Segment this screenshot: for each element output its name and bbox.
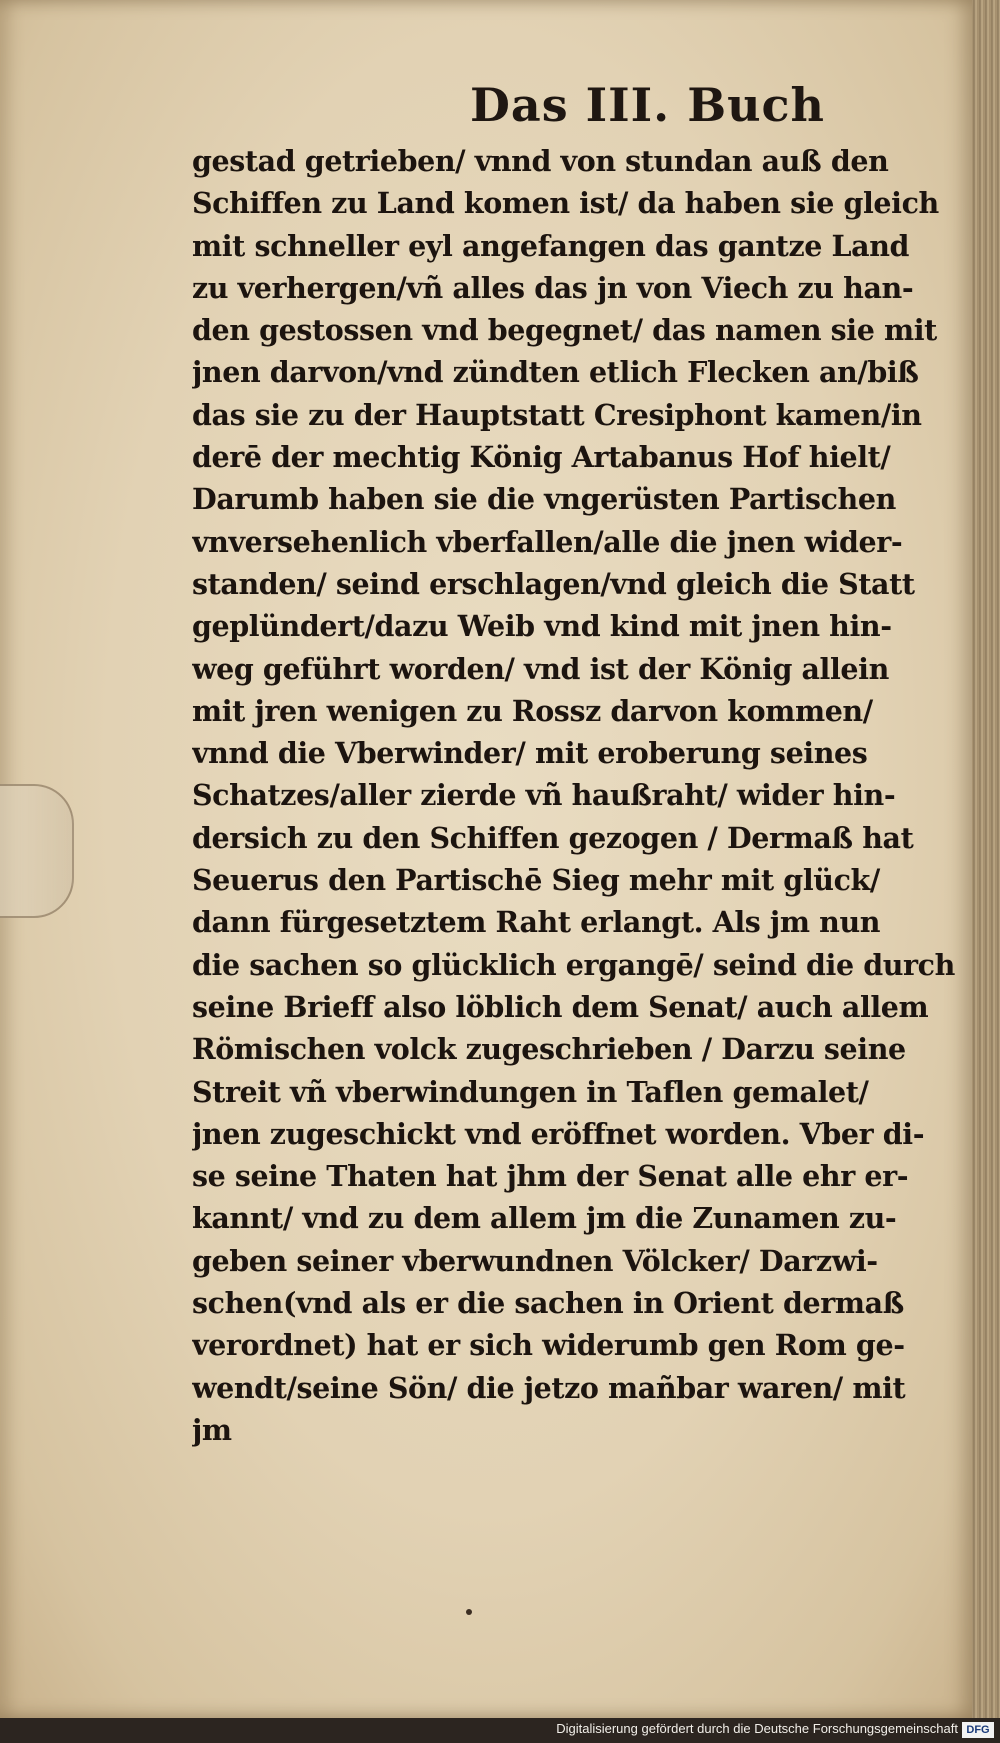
text-line: verordnet) hat er sich widerumb gen Rom ge- (192, 1328, 905, 1363)
text-line: jm (192, 1412, 232, 1447)
footer-credit: Digitalisierung gefördert durch die Deutsche Forschungsgemeinschaft (556, 1721, 958, 1736)
text-line: jnen darvon/vnd zündten etlich Flecken an/biß (192, 355, 919, 390)
text-line: den gestossen vnd begegnet/ das namen sie mit (192, 313, 937, 348)
text-line: mit schneller eyl angefangen das gantze Land (192, 228, 910, 263)
text-line: geben seiner vberwundnen Völcker/ Darzwi- (192, 1243, 878, 1278)
dfg-logo: DFG (962, 1722, 994, 1738)
page-clasp-mark (0, 784, 74, 918)
page-header: Das III. Buch (470, 78, 825, 132)
text-line: jnen zugeschickt vnd eröffnet worden. Vber di- (192, 1116, 925, 1151)
text-line: dersich zu den Schiffen gezogen / Dermaß hat (192, 820, 914, 855)
text-line: wendt/seine Sön/ die jetzo mañbar waren/ mit (192, 1370, 906, 1405)
text-line: das sie zu der Hauptstatt Cresiphont kamen/in (192, 397, 922, 432)
text-line: kannt/ vnd zu dem allem jm die Zunamen zu- (192, 1201, 897, 1236)
text-line: Schiffen zu Land komen ist/ da haben sie gleich (192, 186, 939, 221)
text-line: zu verhergen/vñ alles das jn von Viech zu han- (192, 270, 914, 305)
text-line: Seuerus den Partischē Sieg mehr mit glück/ (192, 863, 880, 898)
text-line: dann fürgesetztem Raht erlangt. Als jm nun (192, 905, 881, 940)
page-edge-stack (972, 0, 1000, 1718)
text-line: standen/ seind erschlagen/vnd gleich die Statt (192, 566, 915, 601)
text-line: Streit vñ vberwindungen in Taflen gemalet/ (192, 1074, 869, 1109)
text-line: derē der mechtig König Artabanus Hof hielt/ (192, 440, 891, 475)
text-line: vnnd die Vberwinder/ mit eroberung seines (192, 736, 868, 771)
text-line: Darumb haben sie die vngerüsten Partischen (192, 482, 896, 517)
text-line: geplündert/dazu Weib vnd kind mit jnen hin- (192, 609, 892, 644)
text-line: mit jren wenigen zu Rossz darvon kommen/ (192, 693, 873, 728)
text-line: seine Brieff also löblich dem Senat/ auch allem (192, 989, 929, 1024)
text-line: weg geführt worden/ vnd ist der König allein (192, 651, 889, 686)
text-line: vnversehenlich vberfallen/alle die jnen wider- (192, 524, 903, 559)
text-line: Römischen volck zugeschrieben / Darzu seine (192, 1032, 906, 1067)
text-line: die sachen so glücklich ergangē/ seind die durch (192, 947, 955, 982)
text-line: se seine Thaten hat jhm der Senat alle ehr er- (192, 1159, 909, 1194)
page-mark-dot (466, 1609, 472, 1615)
page-body-text (192, 140, 972, 1451)
text-line: gestad getrieben/ vnnd von stundan auß den (192, 144, 889, 178)
text-line: schen(vnd als er die sachen in Orient dermaß (192, 1286, 904, 1321)
text-line: Schatzes/aller zierde vñ haußraht/ wider hin- (192, 778, 896, 813)
